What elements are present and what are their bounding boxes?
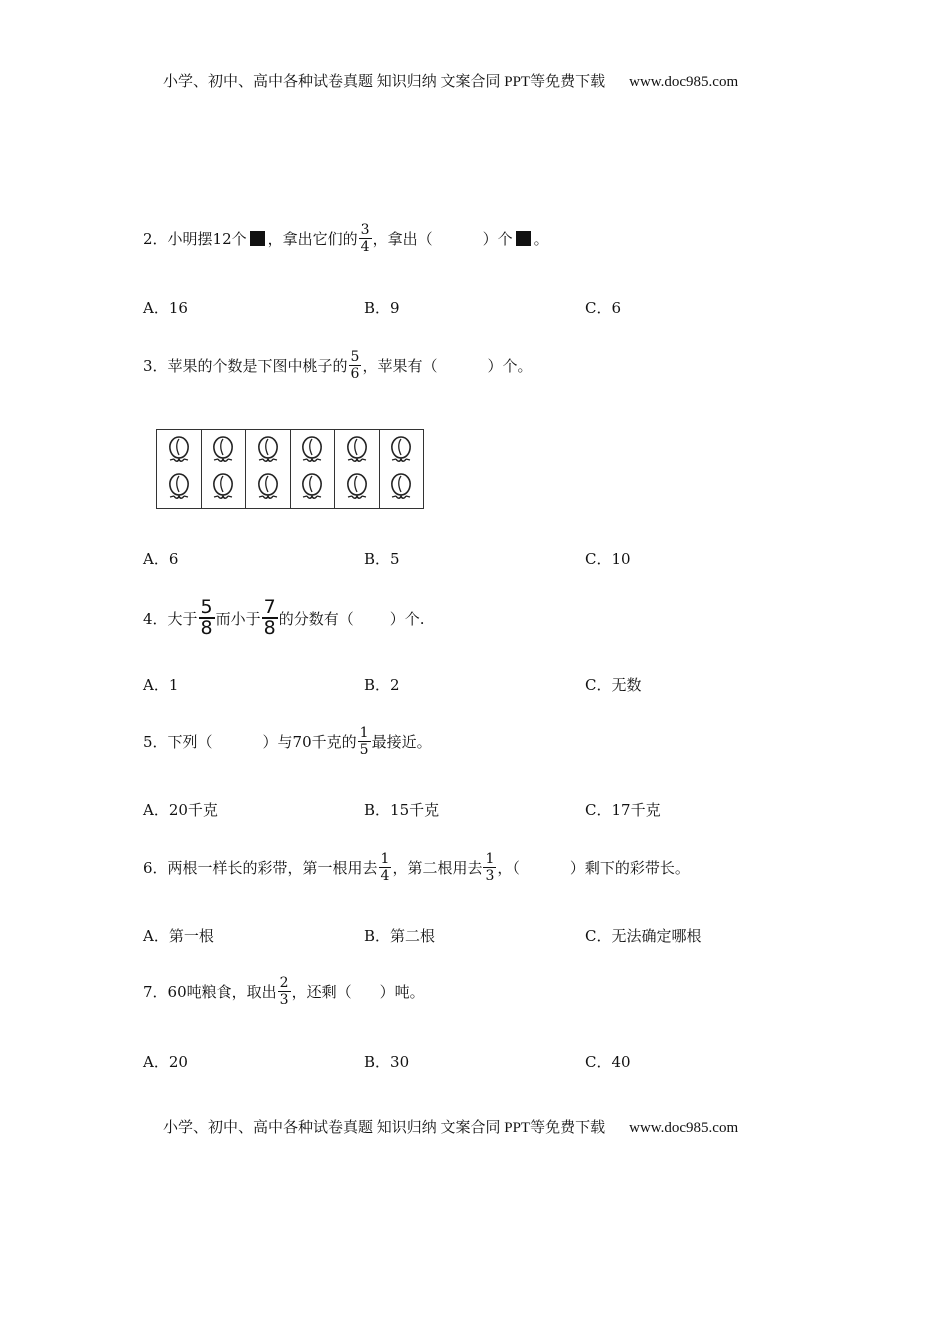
q5-option-a[interactable]: A．20千克 [143,801,218,819]
q2-option-a[interactable]: A．16 [143,299,188,317]
peach-icon [387,470,415,506]
peach-column [202,430,247,508]
q2-option-c[interactable]: C．6 [585,299,622,317]
peach-icon [254,470,282,506]
question-3: 3．苹果的个数是下图中桃子的 $\frac{5}{6}$ ，苹果有（ ）个。 [143,349,533,382]
q4-option-b[interactable]: B．2 [364,676,400,694]
fraction-1-3: $\frac{1}{3}$ [485,851,495,884]
peach-icon [298,470,326,506]
question-4: 4．大于 $\frac{5}{8}$ 而小于 $\frac{7}{8}$ 的分数有（ ）个. [143,596,425,639]
peach-icon [209,433,237,469]
q3-option-a[interactable]: A．6 [143,550,179,568]
peach-icon [165,470,193,506]
peach-icon [254,433,282,469]
q6-option-c[interactable]: C．无法确定哪根 [585,927,702,945]
peach-icon [298,433,326,469]
question-7: 7．60吨粮食，取出 $\frac{2}{3}$ ，还剩（ ）吨。 [143,975,425,1008]
q4-option-a[interactable]: A．1 [143,676,179,694]
footer-text: 小学、初中、高中各种试卷真题 知识归纳 文案合同 PPT等免费下载 [163,1120,606,1136]
peach-icon [387,433,415,469]
header-site-link[interactable]: www.doc985.com [629,74,739,90]
peach-column [291,430,336,508]
peach-column [246,430,291,508]
q3-option-c[interactable]: C．10 [585,550,631,568]
q7-option-b[interactable]: B．30 [364,1053,410,1071]
peach-grid [156,429,424,509]
fraction-1-5: $\frac{1}{5}$ [359,725,369,758]
q5-option-b[interactable]: B．15千克 [364,801,440,819]
q7-option-a[interactable]: A．20 [143,1053,188,1071]
peach-icon [165,433,193,469]
q6-option-a[interactable]: A．第一根 [143,927,214,945]
question-6: 6．两根一样长的彩带，第一根用去 $\frac{1}{4}$ ，第二根用去 $\frac{1}{3}$ ，（ ）剩下的彩带长。 [143,851,690,884]
fraction-1-4: $\frac{1}{4}$ [380,851,390,884]
peach-column [157,430,202,508]
q2-option-b[interactable]: B．9 [364,299,400,317]
q4-option-c[interactable]: C．无数 [585,676,642,694]
peach-icon [343,433,371,469]
page-header [163,70,738,91]
fraction-7-8: $\frac{7}{8}$ [263,596,276,639]
page-footer [163,1116,738,1137]
q5-option-c[interactable]: C．17千克 [585,801,661,819]
fraction-5-6: $\frac{5}{6}$ [350,349,360,382]
q6-option-b[interactable]: B．第二根 [364,927,436,945]
q7-option-c[interactable]: C．40 [585,1053,631,1071]
peach-icon [343,470,371,506]
q3-option-b[interactable]: B．5 [364,550,400,568]
peach-column [335,430,380,508]
fraction-2-3: $\frac{2}{3}$ [279,975,289,1008]
peach-column [380,430,424,508]
peach-icon [209,470,237,506]
footer-site-link[interactable]: www.doc985.com [629,1120,739,1136]
fraction-5-8: $\frac{5}{8}$ [200,596,213,639]
question-2: 2．小明摆12个 ，拿出它们的 $\frac{3}{4}$ ，拿出（ ）个 。 [143,222,549,255]
fraction-3-4: $\frac{3}{4}$ [360,222,370,255]
black-square-icon [516,231,531,246]
header-text: 小学、初中、高中各种试卷真题 知识归纳 文案合同 PPT等免费下载 [163,74,606,90]
black-square-icon [250,231,265,246]
question-5: 5．下列（ ）与70千克的 $\frac{1}{5}$ 最接近。 [143,725,432,758]
